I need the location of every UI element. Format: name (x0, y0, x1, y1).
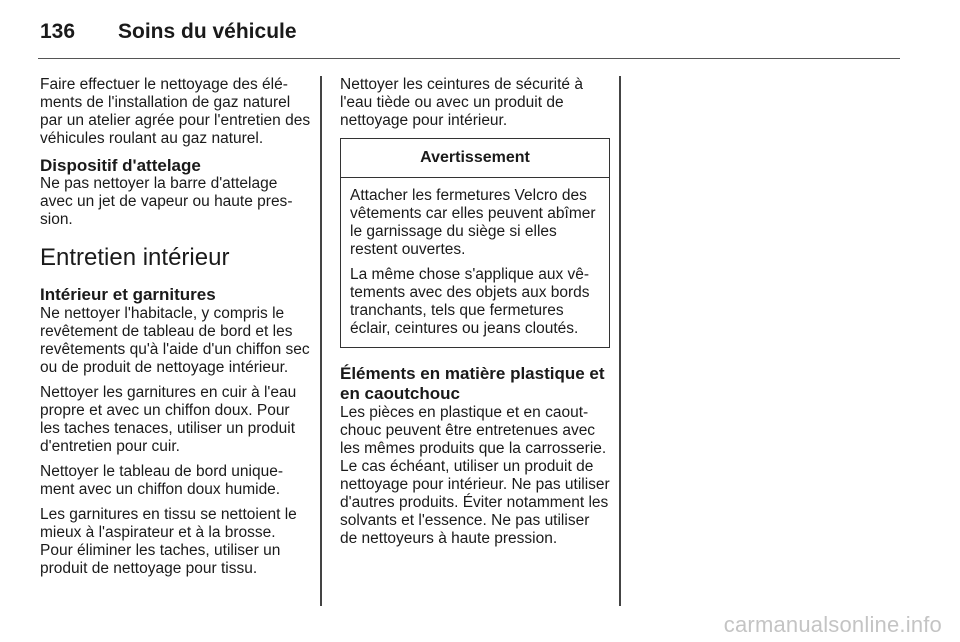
warning-title: Avertissement (341, 139, 609, 178)
trim-paragraph-3: Nettoyer le tableau de bord uniquement avec un chiffon doux humide. (40, 463, 284, 498)
towing-heading: Dispositif d'attelage (40, 156, 201, 175)
column-middle (340, 76, 610, 555)
trim-paragraph-2: Nettoyer les garnitures en cuir à l'eau propre et avec un chiffon doux. Pour les taches tenaces, utiliser un produit d'entretien pour cuir. (40, 384, 297, 455)
plastic-rubber-heading: Éléments en matière plastique et en caoutchouc (340, 364, 605, 403)
trim-heading: Intérieur et garnitures (40, 285, 216, 304)
column-left (40, 76, 312, 585)
site-watermark: carmanualsonline.info (723, 612, 942, 637)
warning-paragraph-2: La même chose s'applique aux vêtements avec des objets aux bords tranchants, tels que fermetures éclair, ceintures ou jeans cloutés. (350, 266, 590, 337)
plastic-rubber-paragraph: Les pièces en plastique et en caoutchouc peuvent être entretenues avec les mêmes produits que la carrosserie. Le cas échéant, utiliser un produit de nettoyage pour intérieur. Ne pas utiliser d'autres produits. Éviter notamment les solvants et l'essence. Ne pas utiliser de nettoyeurs à haute pression. (340, 404, 610, 547)
warning-box (340, 138, 610, 348)
column-divider-left (320, 76, 322, 606)
page-number: 136 (40, 20, 76, 43)
page-title: Soins du véhicule (118, 20, 297, 43)
column-divider-right (619, 76, 621, 606)
cng-cleaning-paragraph: Faire effectuer le nettoyage des éléments de l'installation de gaz naturel par un atelier agrée pour l'entretien des véhicules roulant au gaz naturel. (40, 76, 311, 147)
towing-paragraph: Ne pas nettoyer la barre d'attelage avec un jet de vapeur ou haute pression. (40, 175, 293, 228)
seat-belts-paragraph: Nettoyer les ceintures de sécurité à l'eau tiède ou avec un produit de nettoyage pour intérieur. (340, 76, 583, 129)
trim-paragraph-1: Ne nettoyer l'habitacle, y compris le revêtement de tableau de bord et les revêtements qu'à l'aide d'un chiffon sec ou de produit de nettoyage intérieur. (40, 305, 310, 376)
page-header (38, 18, 900, 59)
trim-paragraph-4: Les garnitures en tissu se nettoient le mieux à l'aspirateur et à la brosse. Pour éliminer les taches, utiliser un produit de nettoyage pour tissu. (40, 506, 297, 577)
interior-care-heading: Entretien intérieur (40, 244, 230, 271)
warning-paragraph-1: Attacher les fermetures Velcro des vêtements car elles peuvent abîmer le garnissage du siège si elles restent ouvertes. (350, 187, 596, 258)
warning-body (341, 178, 609, 347)
